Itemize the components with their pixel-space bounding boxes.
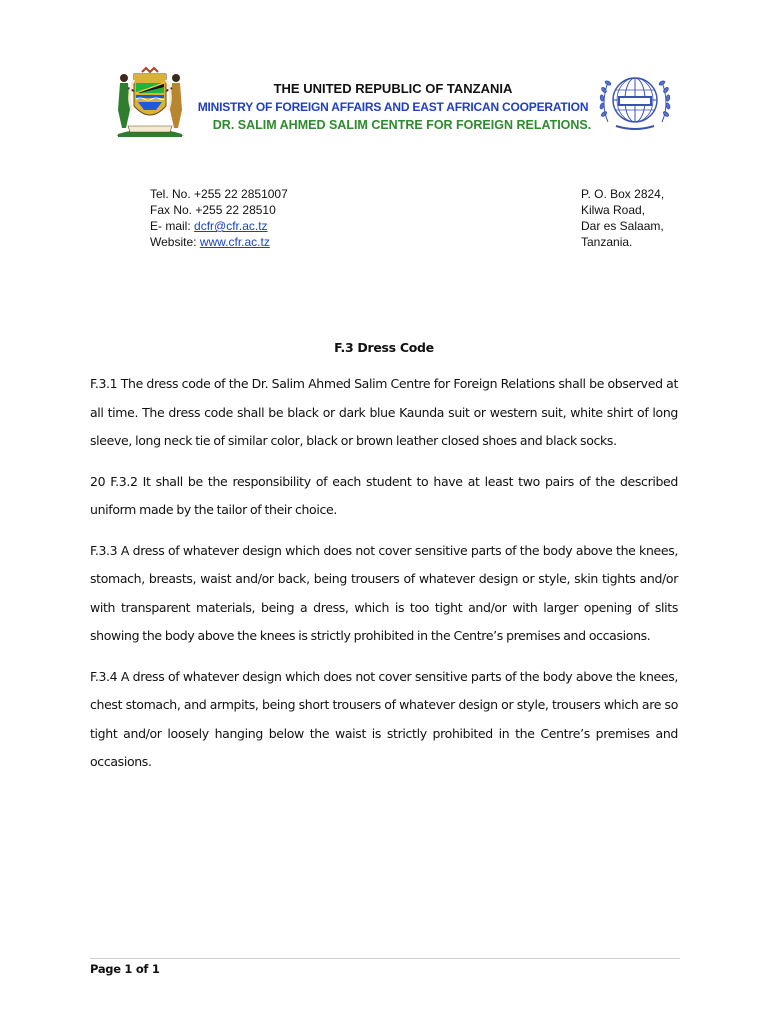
footer-divider (90, 958, 680, 959)
paragraph-f-3-1: F.3.1 The dress code of the Dr. Salim Ahmed Salim Centre for Foreign Relations shall be observed at all time. The dress code shall be black or dark blue Kaunda suit or western suit, white shirt of long sleeve, long neck tie of similar color, black or brown leather closed shoes and black socks. (90, 376, 678, 448)
email-label: E- mail: (150, 219, 195, 233)
centre-title: DR. SALIM AHMED SALIM CENTRE FOR FOREIGN RELATIONS. (212, 118, 592, 132)
section-content (90, 370, 678, 789)
fax-number: Fax No. +255 22 28510 (150, 203, 276, 217)
cfr-globe-logo-icon (598, 70, 672, 134)
street: Kilwa Road, (581, 203, 646, 217)
website-label: Website: (150, 235, 200, 249)
page-number: Page 1 of 1 (90, 962, 160, 976)
republic-title: THE UNITED REPUBLIC OF TANZANIA (273, 81, 513, 96)
email-line (150, 218, 288, 234)
tanzania-coat-of-arms-icon (112, 66, 188, 138)
website-link[interactable]: www.cfr.ac.tz (199, 235, 270, 249)
postal-address (581, 186, 664, 250)
website-line (150, 234, 288, 250)
telephone-number: Tel. No. +255 22 2851007 (150, 187, 288, 201)
email-link[interactable]: dcfr@cfr.ac.tz (194, 219, 268, 233)
letterhead-text (188, 80, 598, 134)
section-title: F.3 Dress Code (334, 340, 434, 355)
paragraph-f-3-4: F.3.4 A dress of whatever design which does not cover sensitive parts of the body above the knees, chest stomach, and armpits, being short trousers of whatever design or style, trousers which are so tight and/or loosely hanging below the waist is strictly prohibited in the Centre’s premises and occasions. (90, 668, 678, 769)
po-box: P. O. Box 2824, (581, 187, 665, 201)
city: Dar es Salaam, (581, 219, 664, 233)
paragraph-f-3-2: 20 F.3.2 It shall be the responsibility of each student to have at least two pairs of the described uniform made by the tailor of their choice. (90, 473, 678, 517)
letterhead (0, 66, 768, 142)
contact-details (150, 186, 288, 250)
country: Tanzania. (581, 235, 633, 249)
paragraph-f-3-3: F.3.3 A dress of whatever design which does not cover sensitive parts of the body above the knees, stomach, breasts, waist and/or back, being trousers of whatever design or style, skin tights and/or with transparent materials, being a dress, which is too tight and/or with larger opening of slits showing the body above the knees is strictly prohibited in the Centre’s premises and occasions. (90, 542, 678, 643)
ministry-title: MINISTRY OF FOREIGN AFFAIRS AND EAST AFRICAN COOPERATION (197, 100, 589, 114)
